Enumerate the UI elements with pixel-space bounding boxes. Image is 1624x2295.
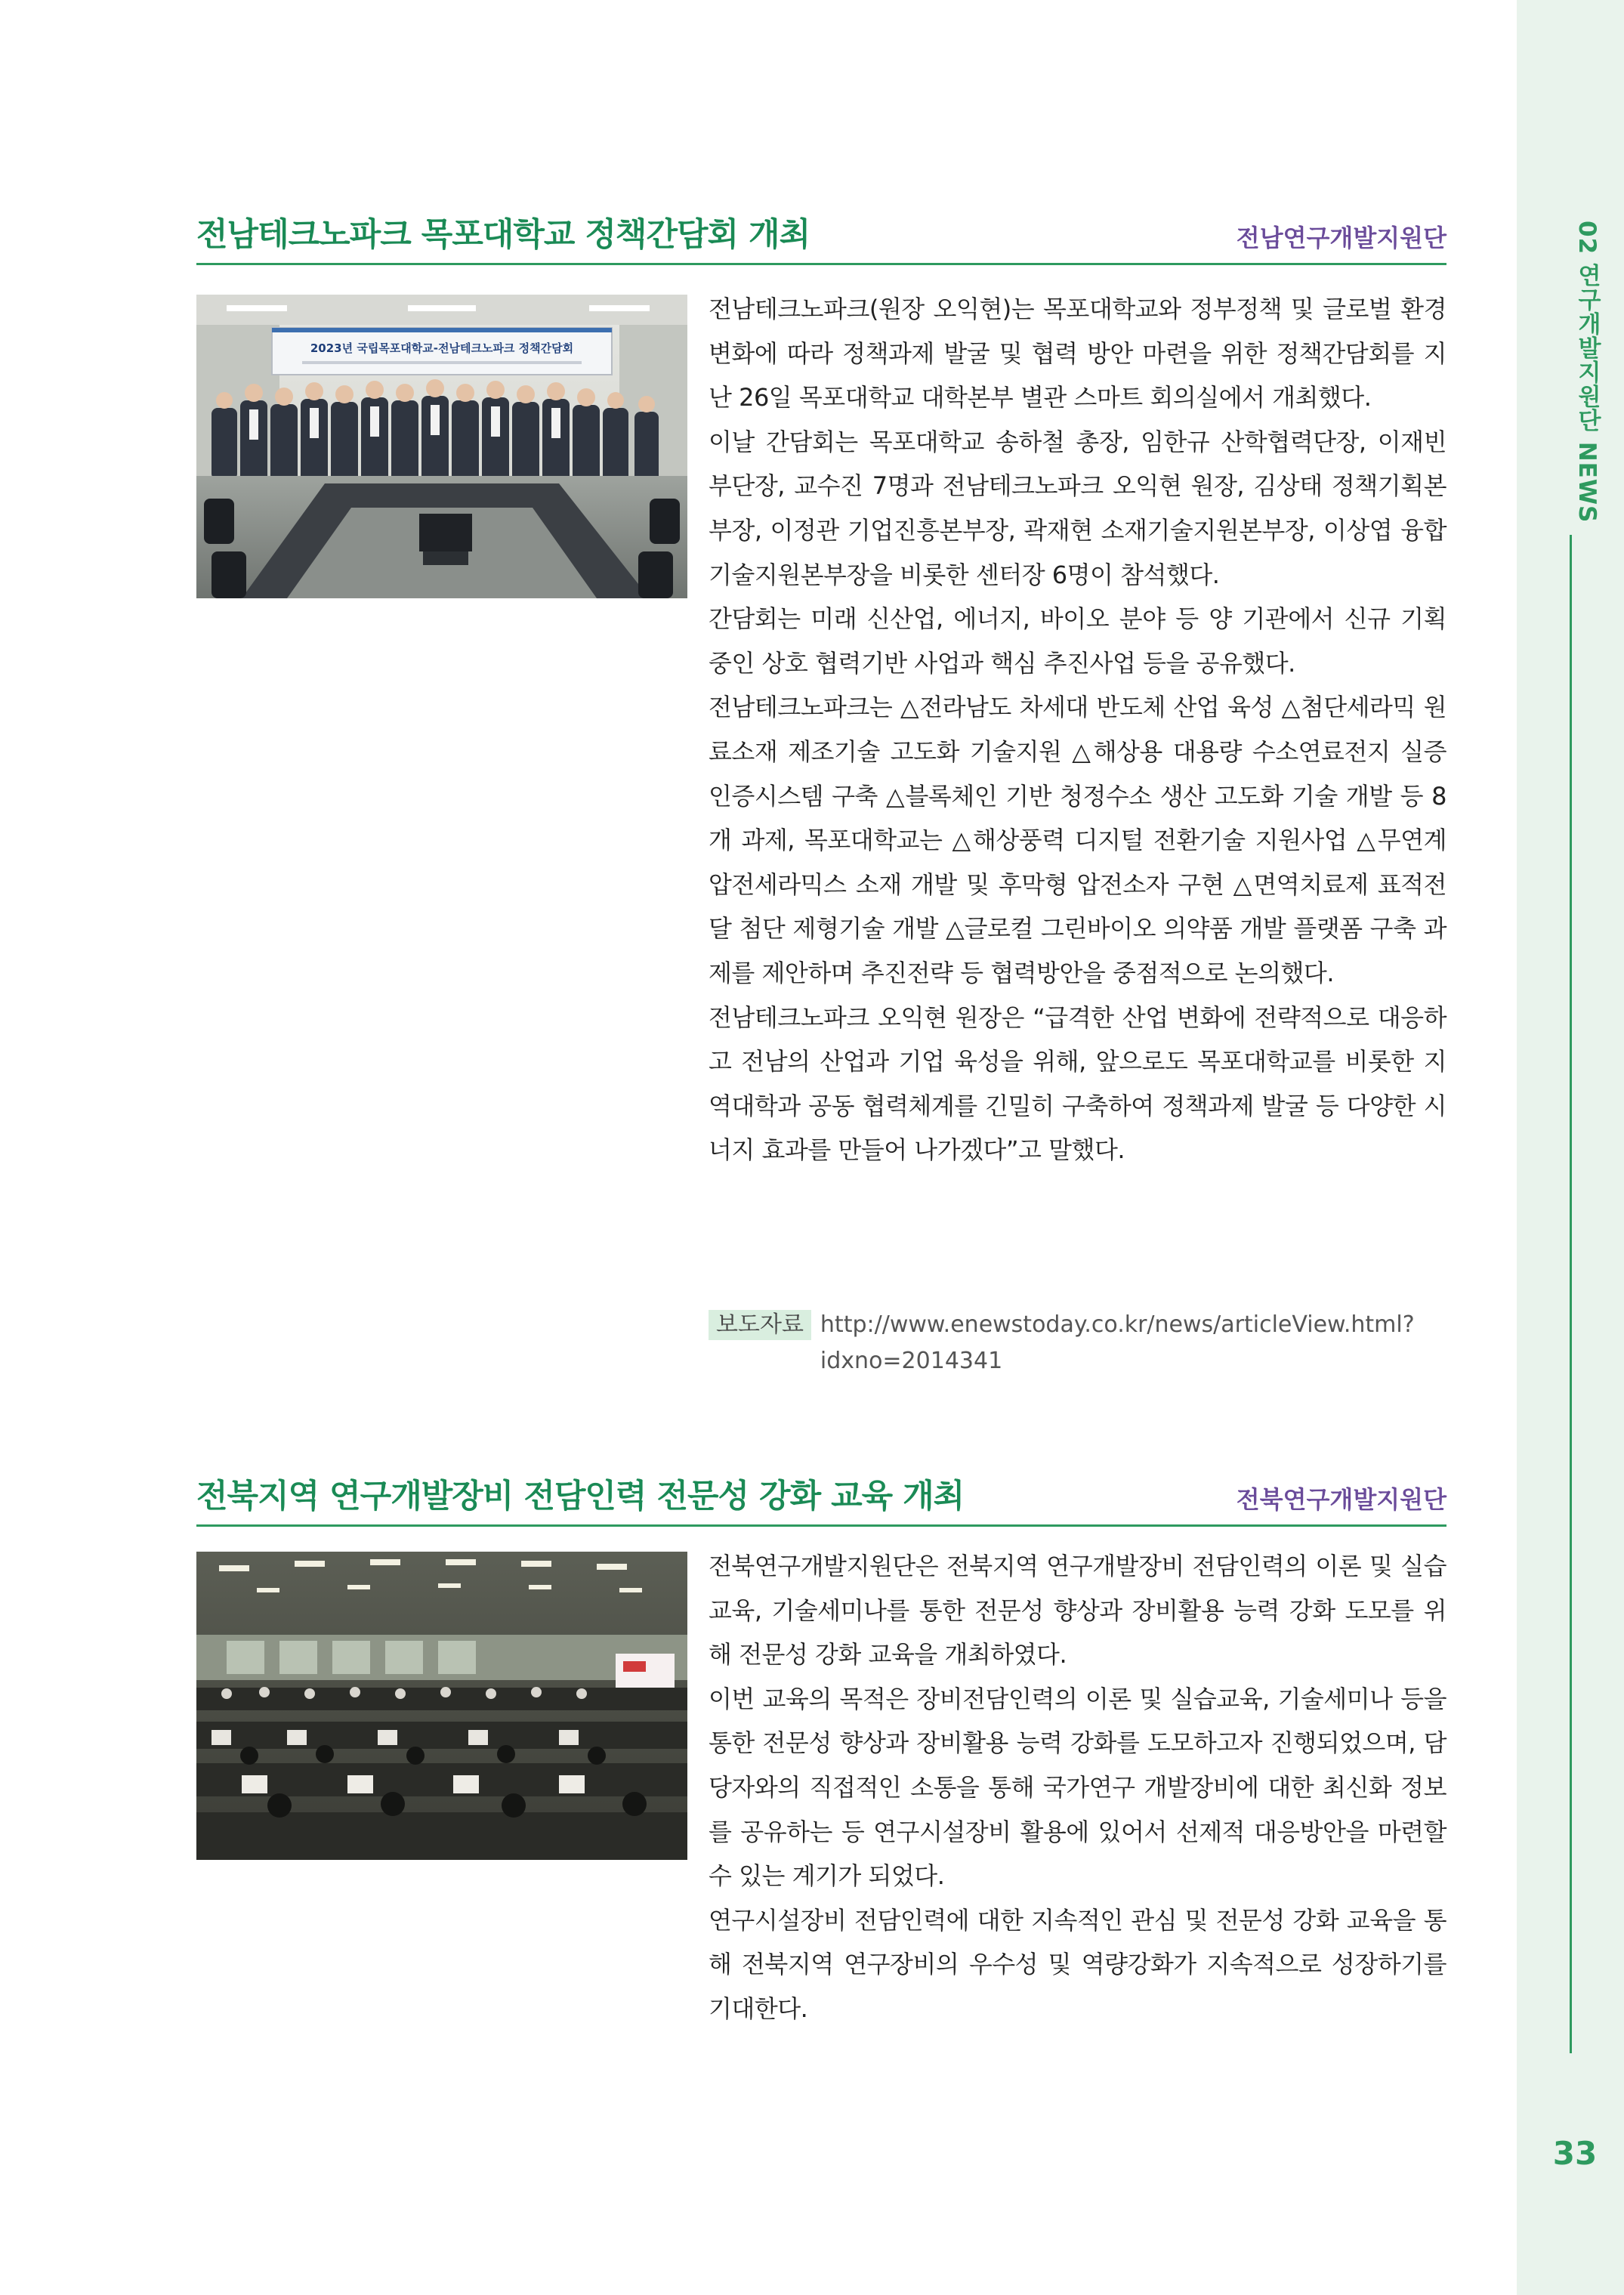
article-title: 전북지역 연구개발장비 전담인력 전문성 강화 교육 개최 (196, 1478, 965, 1515)
article-photo-meeting (196, 295, 687, 598)
paragraph: 연구시설장비 전담인력에 대한 지속적인 관심 및 전문성 강화 교육을 통해 전북지역 연구장비의 우수성 및 역량강화가 지속적으로 성장하기를 기대한다. (709, 1905, 1446, 2023)
paragraph: 전남테크노파크 오익현 원장은 “급격한 산업 변화에 전략적으로 대응하고 전남의 산업과 기업 육성을 위해, 앞으로도 목포대학교를 비롯한 지역대학과 공동 협력체계를 긴밀히 구축하여 정책과제 발굴 등 다양한 시너지 효과를 만들어 나가겠다”고 말했다. (709, 1002, 1446, 1165)
article-title: 전남테크노파크 목포대학교 정책간담회 개최 (196, 216, 810, 254)
article-body (709, 1544, 1446, 2031)
meeting-photo-illustration (196, 295, 687, 598)
article-source: 전남연구개발지원단 (1236, 224, 1446, 252)
side-divider (1570, 535, 1572, 2053)
article-jeonnam (196, 198, 1446, 1376)
page-number: 33 (1552, 2135, 1598, 2172)
paragraph: 이날 간담회는 목포대학교 송하철 총장, 임한규 산학협력단장, 이재빈 부단장, 교수진 7명과 전남테크노파크 오익현 원장, 김상태 정책기획본부장, 이정관 기업진흥본부장, 곽재현 소재기술지원본부장, 이상엽 융합기술지원본부장을 비롯한 센터장 6명이 참석했다. (709, 427, 1446, 589)
press-label: 보도자료 (709, 1310, 811, 1340)
paragraph: 전북연구개발지원단은 전북지역 연구개발장비 전담인력의 이론 및 실습교육, 기술세미나를 통한 전문성 향상과 장비활용 능력 강화 도모를 위해 전문성 강화 교육을 개최하였다. (709, 1552, 1446, 1670)
press-release (709, 1307, 1446, 1379)
press-link[interactable]: http://www.enewstoday.co.kr/news/articleView.html?idxno=2014341 (820, 1311, 1415, 1374)
paragraph: 간담회는 미래 신산업, 에너지, 바이오 분야 등 양 기관에서 신규 기획 중인 상호 협력기반 사업과 핵심 추진사업 등을 공유했다. (709, 604, 1446, 678)
article-jeonbuk (196, 1459, 1446, 2034)
article-photo-seminar (196, 1552, 687, 1860)
article-source: 전북연구개발지원단 (1236, 1485, 1446, 1514)
article-header (196, 198, 1446, 265)
article-header (196, 1459, 1446, 1527)
paragraph: 전남테크노파크(원장 오익현)는 목포대학교와 정부정책 및 글로벌 환경 변화에 따라 정책과제 발굴 및 협력 방안 마련을 위한 정책간담회를 지난 26일 목포대학교 대학본부 별관 스마트 회의실에서 개최했다. (709, 295, 1446, 412)
banner-text: 2023년 국립목포대학교-전남테크노파크 정책간담회 (310, 341, 574, 355)
paragraph: 이번 교육의 목적은 장비전담인력의 이론 및 실습교육, 기술세미나 등을 통한 전문성 향상과 장비활용 능력 강화를 도모하고자 진행되었으며, 담당자와의 직접적인 소통을 통해 국가연구 개발장비에 대한 최신화 정보를 공유하는 등 연구시설장비 활용에 있어서 선제적 대응방안을 마련할 수 있는 계기가 되었다. (709, 1684, 1446, 1891)
seminar-photo-illustration (196, 1552, 687, 1860)
article-body (709, 287, 1446, 1172)
section-label: 02 연구개발지원단 NEWS (1573, 221, 1601, 524)
paragraph: 전남테크노파크는 △전라남도 차세대 반도체 산업 육성 △첨단세라믹 원료소재 제조기술 고도화 기술지원 △해상용 대용량 수소연료전지 실증 인증시스템 구축 △블록체인 기반 청정수소 생산 고도화 기술 개발 등 8개 과제, 목포대학교는 △해상풍력 디지털 전환기술 지원사업 △무연계 압전세라믹스 소재 개발 및 후막형 압전소자 구현 △면역치료제 표적전달 첨단 제형기술 개발 △글로컬 그린바이오 의약품 개발 플랫폼 구축 과제를 제안하며 추진전략 등 협력방안을 중점적으로 논의했다. (709, 693, 1446, 987)
